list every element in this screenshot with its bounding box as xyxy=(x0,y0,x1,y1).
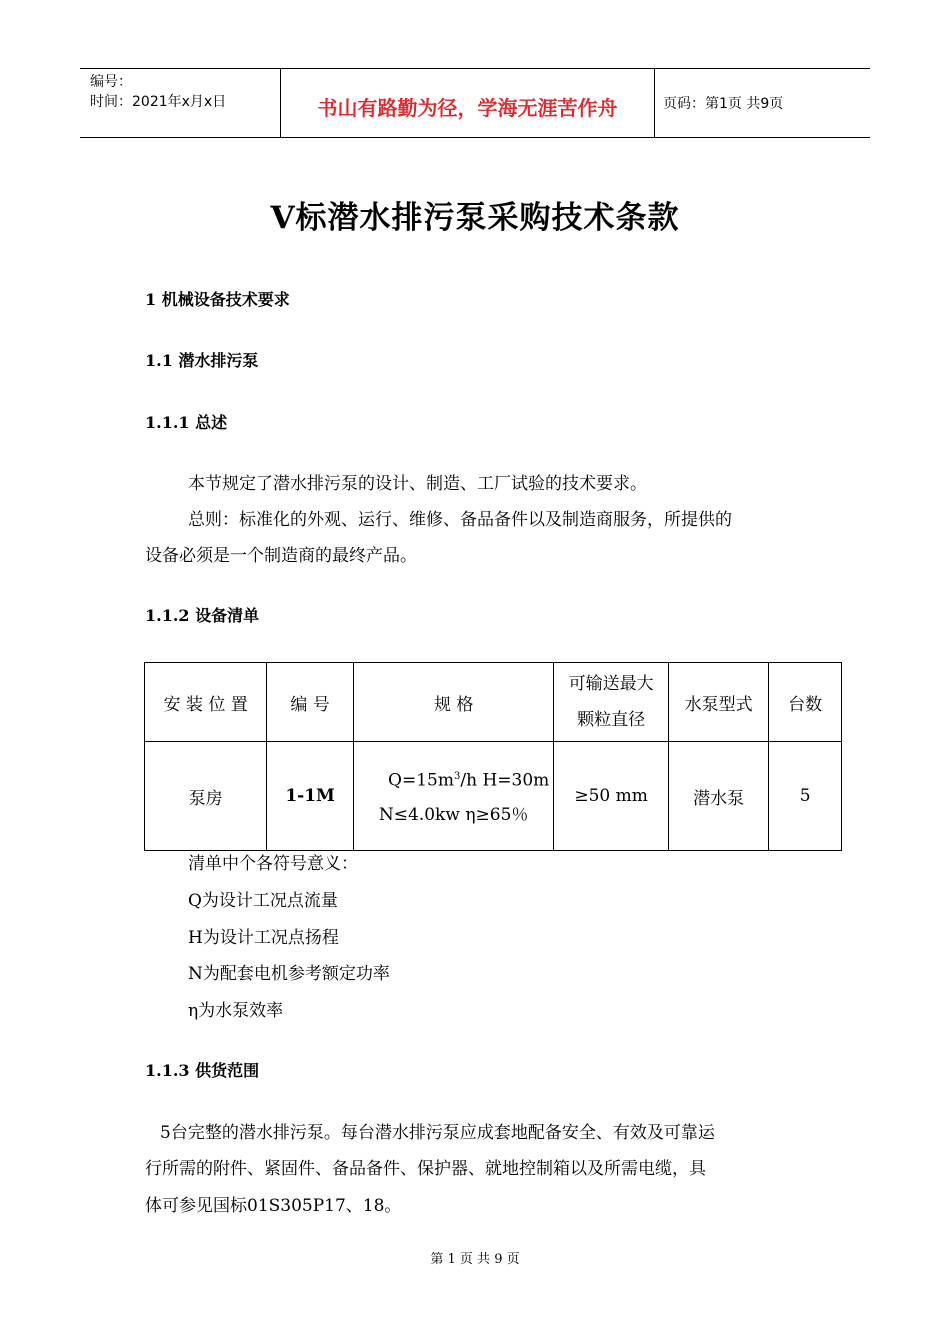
table-row xyxy=(145,742,842,851)
document-header xyxy=(80,68,870,138)
cell-code: 1-1M xyxy=(267,742,354,851)
note-eta: η为水泵效率 xyxy=(188,1001,284,1021)
header-particle: 可输送最大 颗粒直径 xyxy=(554,663,668,742)
cell-pump-type: 潜水泵 xyxy=(668,742,768,851)
section-heading-1-1-1: 1.1.1 总述 xyxy=(145,413,228,432)
supply-line1: 5台完整的潜水排污泵。每台潜水排污泵应成套地配备安全、有效及可靠运 xyxy=(160,1123,715,1143)
paragraph-general-line1: 总则：标准化的外观、运行、维修、备品备件以及制造商服务，所提供的 xyxy=(188,510,732,530)
cell-spec: $Q=15m^3/h$ H=30m N≤4.0kw η≥65％ xyxy=(353,742,553,851)
equipment-table xyxy=(144,662,842,851)
section-heading-1-1: 1.1 潜水排污泵 xyxy=(145,351,259,370)
header-code: 编 号 xyxy=(267,663,354,742)
header-page-info: 页码：第1页 共9页 xyxy=(663,96,784,112)
note-h: H为设计工况点扬程 xyxy=(188,928,339,948)
section-heading-1-1-3: 1.1.3 供货范围 xyxy=(145,1061,260,1080)
header-count: 台数 xyxy=(769,663,842,742)
header-motto: 书山有路勤为径，学海无涯苦作舟 xyxy=(281,69,655,137)
header-spec: 规 格 xyxy=(353,663,553,742)
cell-location: 泵房 xyxy=(145,742,267,851)
note-n: N为配套电机参考额定功率 xyxy=(188,964,390,984)
page-footer: 第 1 页 共 9 页 xyxy=(430,1252,520,1267)
note-q: Q为设计工况点流量 xyxy=(188,891,338,911)
header-meta xyxy=(80,69,281,137)
supply-line3: 体可参见国标01S305P17、18。 xyxy=(145,1196,402,1216)
table-header-row xyxy=(145,663,842,742)
paragraph-scope: 本节规定了潜水排污泵的设计、制造、工厂试验的技术要求。 xyxy=(188,474,647,494)
number-label: 编号： xyxy=(90,74,132,90)
document-title: V标潜水排污泵采购技术条款 xyxy=(270,200,680,236)
section-heading-1-1-2: 1.1.2 设备清单 xyxy=(145,606,260,625)
cell-particle: ≥50 mm xyxy=(554,742,668,851)
header-location: 安 装 位 置 xyxy=(145,663,267,742)
cell-count: 5 xyxy=(769,742,842,851)
header-pump-type: 水泵型式 xyxy=(668,663,768,742)
supply-line2: 行所需的附件、紧固件、备品备件、保护器、就地控制箱以及所需电缆，具 xyxy=(145,1159,706,1179)
section-heading-1: 1 机械设备技术要求 xyxy=(145,290,290,309)
time-label: 时间：2021年x月x日 xyxy=(90,94,227,110)
paragraph-general-line2: 设备必须是一个制造商的最终产品。 xyxy=(145,546,417,566)
notes-intro: 清单中个各符号意义： xyxy=(188,854,358,874)
